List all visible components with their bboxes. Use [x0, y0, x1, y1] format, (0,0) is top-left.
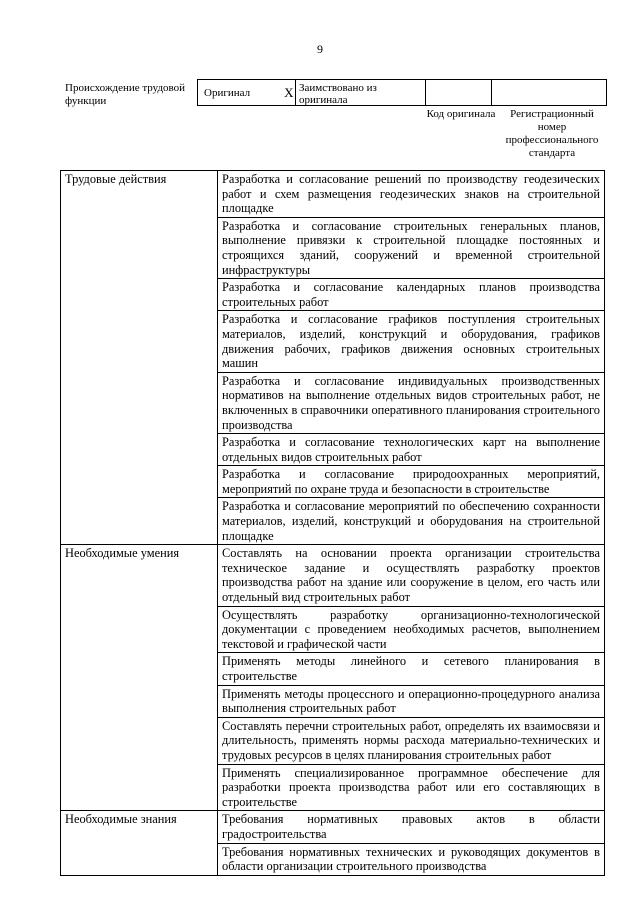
table-cell: Разработка и согласование графиков поступления строительных материалов, изделий, конструкций и оборудования, графиков движения рабочих, графиков движения основных строительных машин [218, 311, 605, 372]
table-cell: Разработка и согласование мероприятий по обеспечению сохранности материалов, изделий, конструкций и оборудования на строительной площадке [218, 498, 605, 545]
table-cell: Составлять на основании проекта организации строительства техническое задание и осуществлять разработку проектов производства работ на здание или сооружение в целом, его часть или отдельный вид строительных работ [218, 545, 605, 606]
origin-label: Происхождение трудовой функции [65, 82, 186, 107]
section-label: Трудовые действия [61, 171, 218, 545]
table-cell: Требования нормативных технических и руководящих документов в области организации строительного производства [218, 843, 605, 875]
table-cell: Разработка и согласование технологических карт на выполнение отдельных видов строительных работ [218, 434, 605, 466]
table-cell: Применять специализированное программное обеспечение для разработки проекта производства работ или его составляющих в строительстве [218, 764, 605, 811]
table-cell: Разработка и согласование строительных генеральных планов, выполнение привязки к строительной площадке постоянных и строящихся зданий, сооружений и временной строительной инфраструктуры [218, 217, 605, 278]
original-mark: X [284, 84, 294, 100]
table-cell: Применять методы линейного и сетевого планирования в строительстве [218, 653, 605, 685]
page-number: 9 [317, 42, 323, 56]
table-cell: Требования нормативных правовых актов в области градостроительства [218, 811, 605, 843]
table-cell: Разработка и согласование природоохранных мероприятий, мероприятий по охране труда и безопасности в строительстве [218, 466, 605, 498]
table-row [61, 171, 605, 218]
table-cell: Разработка и согласование решений по производству геодезических работ и схем размещения геодезических знаков на строительной площадке [218, 171, 605, 218]
table-cell: Осуществлять разработку организационно-технологической документации с проведением необходимых расчетов, выполнением текстовой и графической части [218, 606, 605, 653]
table-row [61, 545, 605, 606]
labor-function-table [60, 170, 605, 876]
table-cell: Составлять перечни строительных работ, определять их взаимосвязи и длительность, применять нормы расхода материально-технических и трудовых ресурсов в целях планирования строительных работ [218, 717, 605, 764]
origin-table [197, 79, 607, 106]
table-cell: Разработка и согласование индивидуальных производственных нормативов на выполнение отдельных видов строительных работ, не включенных в справочники оперативного планирования строительного производства [218, 372, 605, 433]
section-label: Необходимые знания [61, 811, 218, 875]
table-cell: Разработка и согласование календарных планов производства строительных работ [218, 279, 605, 311]
code-caption: Код оригинала [426, 108, 496, 120]
original-cell [198, 80, 296, 105]
table-cell: Применять методы процессного и операционно-процедурного анализа выполнения строительных работ [218, 685, 605, 717]
original-label: Оригинал [204, 86, 251, 99]
code-cell [426, 80, 492, 105]
reg-caption: Регистрационный номер профессионального стандарта [505, 108, 599, 159]
borrowed-label: Заимствовано из оригинала [296, 80, 426, 105]
reg-number-cell [492, 80, 606, 105]
table-row [61, 811, 605, 843]
section-label: Необходимые умения [61, 545, 218, 811]
